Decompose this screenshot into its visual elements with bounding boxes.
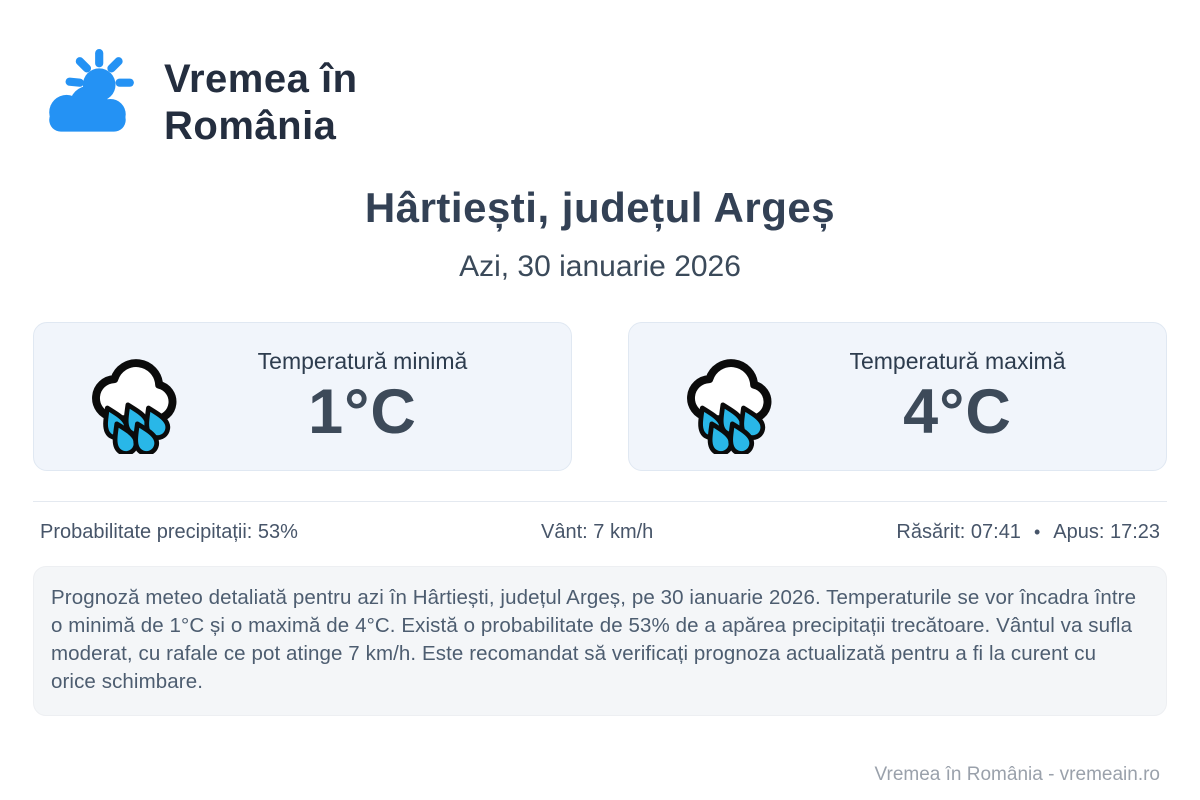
max-temperature-card: [628, 322, 1167, 471]
precipitation-stat: Probabilitate precipitații: 53%: [40, 521, 298, 543]
min-temperature-card: [33, 322, 572, 471]
min-temp-label: Temperatură minimă: [257, 347, 468, 374]
stats-row: [40, 521, 1160, 544]
sunrise-stat: Răsărit: 07:41: [896, 521, 1021, 543]
bullet-separator: •: [1033, 522, 1041, 542]
forecast-text: Prognoză meteo detaliată pentru azi în Hârtiești, județul Argeș, pe 30 ianuarie 2026. Temperaturile se vor încadra între o minimă de 1°C și o maximă de 4°C. Există o probabilitate de 53% de a apărea precipitații trecătoare. Vântul va sufla moderat, cu rafale ce pot atinge 7 km/h. Este recomandat să verificați prognoza actualizată pentru a fi la curent cu orice schimbare.: [51, 586, 1137, 693]
sunset-stat: Apus: 17:23: [1053, 521, 1160, 543]
max-temp-label: Temperatură maximă: [849, 347, 1066, 374]
footer-credit: Vremea în România - vremeain.ro: [874, 764, 1160, 785]
page-date: Azi, 30 ianuarie 2026: [459, 250, 741, 283]
logo-title: Vremea în România: [164, 57, 358, 148]
min-temp-value: 1°C: [308, 376, 417, 447]
stats-divider: [33, 501, 1167, 502]
temperature-cards: [33, 322, 1167, 471]
rain-cloud-icon: [72, 340, 194, 454]
logo-cloud-sun-icon: [38, 48, 140, 150]
rain-cloud-icon: [667, 340, 789, 454]
forecast-box: [33, 566, 1167, 716]
page-title: Hârtiești, județul Argeș: [364, 184, 836, 231]
sun-times: [896, 521, 1160, 544]
max-temp-value: 4°C: [903, 376, 1012, 447]
wind-stat: Vânt: 7 km/h: [541, 521, 654, 543]
header-logo: [0, 0, 1200, 150]
